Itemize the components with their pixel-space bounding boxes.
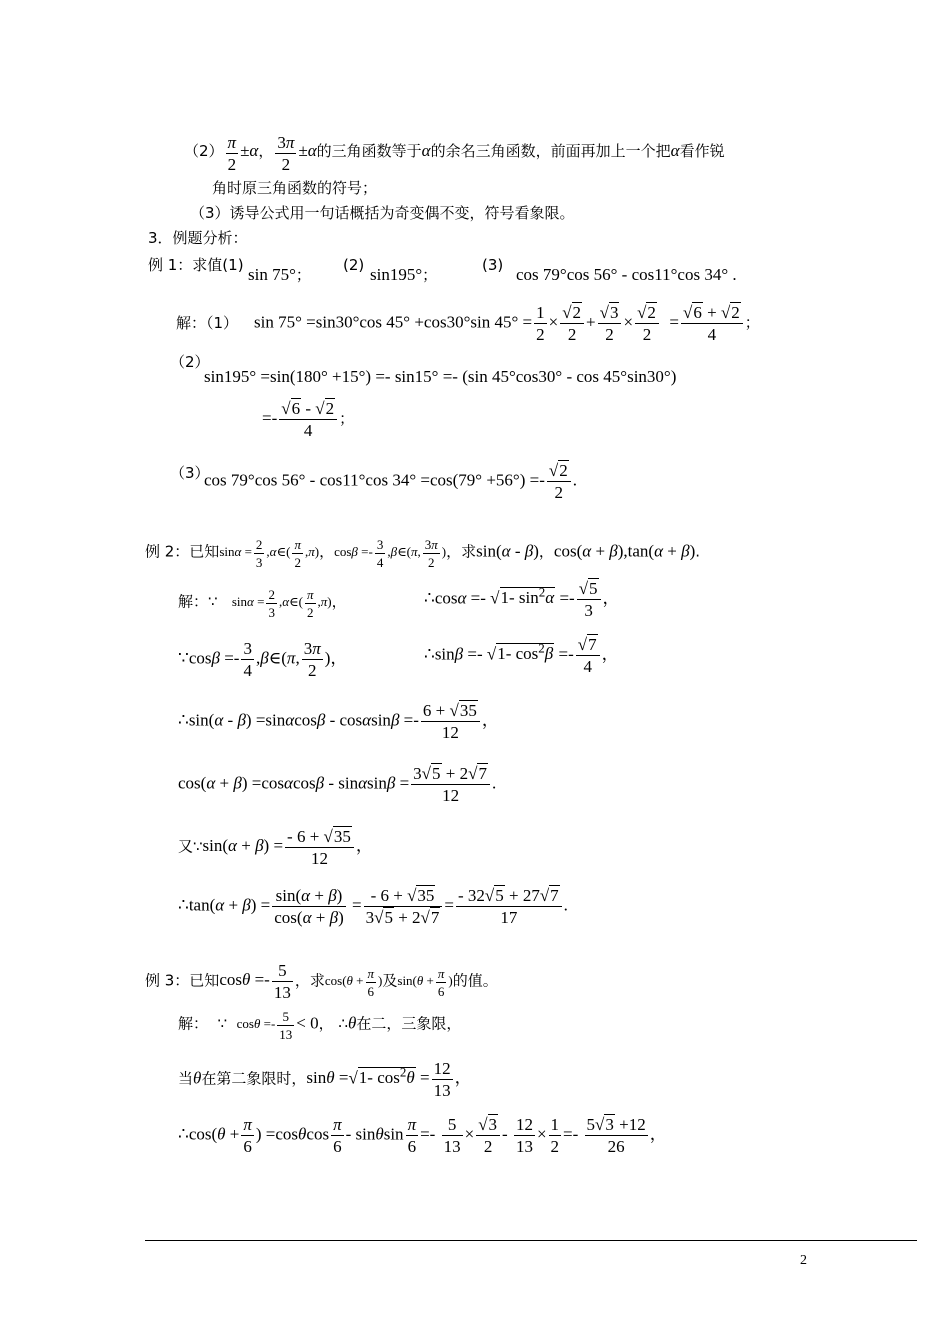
ex3-solution-2: 当θ在第二象限时，sinθ =√1- $\cos^2\theta$ = $\frac{12}{13}$ ， bbox=[178, 1059, 472, 1100]
example-3-question: 例 3：已知cosθ =- $\frac{5}{13}$ ，求cos(θ + $\frac{\pi}{6}$ )及sin(θ + $\frac{\pi}{6}$ )的值。 bbox=[145, 961, 498, 1002]
ex3-solution-3: ∴cos(θ + $\frac{\pi}{6}$ ) =cosθcos $\frac{\pi}{6}$ - sinθsin $\frac{\pi}{6}$ =- $\frac{5}{13}$ × $\frac{√3}{2}$ - $\frac{12}{13}$ × $\frac{1}{2}$ =- $\frac{5√3 +12}{26}$ ， bbox=[178, 1115, 667, 1156]
ex2-solution-1: 解：∵ sinα = $\frac{2}{3}$ ,α∈( $\frac{\pi}{2}$ ,π)， bbox=[178, 587, 347, 620]
ex1-expr-1: sin 75°； bbox=[248, 265, 311, 284]
ex1-expr-2: sin195°； bbox=[370, 265, 438, 284]
rule-2-continuation: 角时原三角函数的符号； bbox=[212, 179, 378, 197]
ex1-part2-label: (2) bbox=[343, 256, 365, 274]
ex2-solution-1-cos: ∴cosα =- √1- $\sin^2\alpha$ =- $\frac{√5}{3}$ ， bbox=[424, 579, 620, 620]
ex1-solution-1: 解：（1） bbox=[176, 314, 239, 332]
ex2-tan-sum: ∴tan(α + β) = $\frac{\sin(\alpha + \beta)}{\cos(\alpha + \beta)}$ = $\frac{- 6 + √35}{3√5 + 2√7}$ = $\frac{- 32√5 + 27√7}{17}$ . bbox=[178, 886, 568, 927]
ex1-solution-2-expr: sin195° =sin(180° +15°) =- sin15° =- (sin 45°cos30° - cos 45°sin30°) bbox=[204, 367, 677, 386]
ex3-solution-1: 解： ∵ cosθ =- $\frac{5}{13}$ < 0， ∴θ在二，三象限， bbox=[178, 1009, 462, 1042]
ex2-sin-sum: 又∵sin(α + β) = $\frac{- 6 + √35}{12}$ ， bbox=[178, 827, 373, 868]
rule-3: （3）诱导公式用一句话概括为奇变偶不变，符号看象限。 bbox=[190, 204, 575, 222]
rule-2-line: （2） $\frac{\pi}{2}$ ±α， $\frac{3\pi}{2}$ ±α的三角函数等于α的余名三角函数，前面再加上一个把α看作锐 bbox=[184, 133, 725, 174]
page-number: 2 bbox=[800, 1253, 807, 1268]
ex1-solution-2-label: （2） bbox=[170, 353, 210, 371]
ex2-sin-diff: ∴sin(α - β) =sinαcosβ - cosαsinβ =- $\frac{6 + √35}{12}$ ， bbox=[178, 701, 499, 742]
ex1-solution-1-expr: sin 75° =sin30°cos 45° +cos30°sin 45° = $\frac{1}{2}$ × $\frac{√2}{2}$ + $\frac{√3}{2}$ × $\frac{√2}{2}$ = $\frac{√6 + √2}{4}$ ； bbox=[254, 303, 760, 344]
ex1-part3-label: (3) bbox=[482, 256, 504, 274]
ex1-solution-2-result: =- $\frac{√6 - √2}{4}$ ； bbox=[262, 399, 355, 440]
example-2-question: 例 2：已知sinα = $\frac{2}{3}$ ,α∈( $\frac{\pi}{2}$ ,π)，cosβ =- $\frac{3}{4}$ ,β∈(π, $\frac{3\pi}{2}$ )，求sin(α - β)，cos(α + β),tan(α + β). bbox=[145, 537, 701, 570]
section-title: 3．例题分析： bbox=[148, 229, 248, 247]
ex2-solution-2-sin: ∴sinβ =- √1- $\cos^2\beta$ =- $\frac{√7}{4}$ ， bbox=[424, 635, 619, 676]
example-1-question: 例 1：求值(1) bbox=[148, 256, 244, 274]
footer-rule bbox=[145, 1240, 917, 1241]
ex1-solution-3-label: （3） bbox=[170, 464, 210, 482]
rule-2-prefix: （2） bbox=[184, 142, 224, 160]
ex2-solution-2: ∵cosβ =- $\frac{3}{4}$ ,β∈(π, $\frac{3\pi}{2}$ )， bbox=[178, 639, 348, 680]
ex1-solution-3-expr: cos 79°cos 56° - cos11°cos 34° =cos(79° +56°) =- $\frac{√2}{2}$ . bbox=[204, 461, 577, 502]
ex1-expr-3: cos 79°cos 56° - cos11°cos 34° . bbox=[516, 265, 737, 284]
ex2-cos-sum: cos(α + β) =cosαcosβ - sinαsinβ = $\frac{3√5 + 2√7}{12}$ . bbox=[178, 764, 497, 805]
